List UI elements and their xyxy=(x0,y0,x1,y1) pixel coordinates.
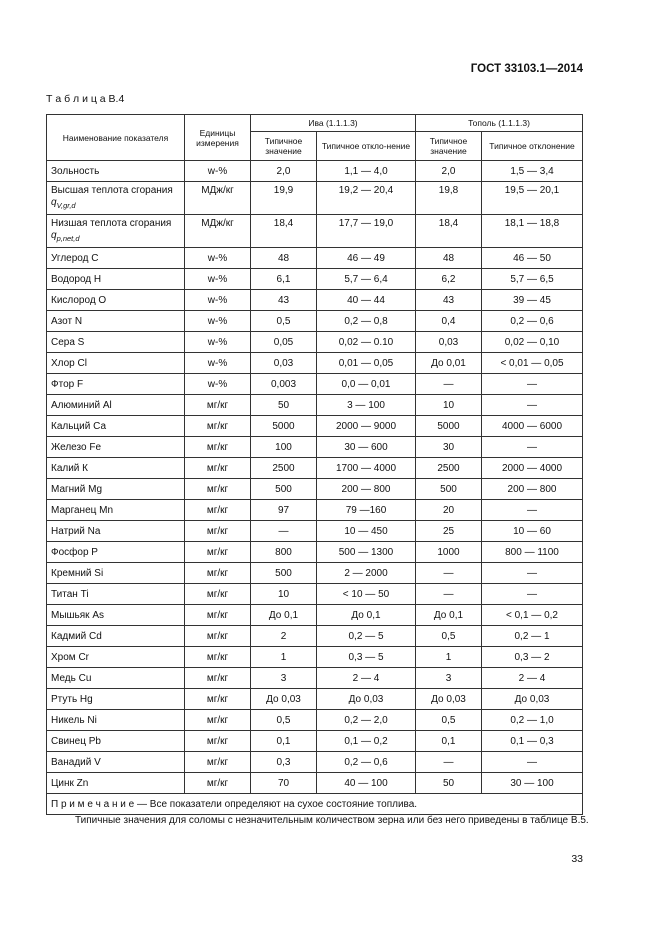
cell-name: Железо Fe xyxy=(47,437,185,458)
cell-willow-deviation: 19,2 — 20,4 xyxy=(317,182,416,215)
cell-poplar-typical: 0,5 xyxy=(416,626,482,647)
cell-poplar-deviation: 0,3 — 2 xyxy=(482,647,583,668)
cell-unit: w-% xyxy=(185,290,251,311)
cell-poplar-deviation: — xyxy=(482,563,583,584)
header-willow-typical: Типичное значение xyxy=(251,132,317,161)
table-row xyxy=(47,563,583,584)
cell-willow-deviation: 0,02 — 0.10 xyxy=(317,332,416,353)
cell-poplar-typical: 0,03 xyxy=(416,332,482,353)
cell-willow-typical: 0,1 xyxy=(251,731,317,752)
cell-name: Ртуть Hg xyxy=(47,689,185,710)
cell-willow-typical: 2,0 xyxy=(251,161,317,182)
cell-poplar-deviation: 0,1 — 0,3 xyxy=(482,731,583,752)
cell-willow-deviation: 0,2 — 2,0 xyxy=(317,710,416,731)
cell-willow-typical: До 0,1 xyxy=(251,605,317,626)
table-row xyxy=(47,182,583,215)
cell-willow-deviation: 17,7 — 19,0 xyxy=(317,215,416,248)
cell-name: Магний Mg xyxy=(47,479,185,500)
cell-name: Марганец Mn xyxy=(47,500,185,521)
cell-willow-deviation: 0,0 — 0,01 xyxy=(317,374,416,395)
cell-poplar-typical: — xyxy=(416,752,482,773)
table-row xyxy=(47,248,583,269)
table-row xyxy=(47,479,583,500)
cell-poplar-typical: 19,8 xyxy=(416,182,482,215)
cell-name: Кальций Са xyxy=(47,416,185,437)
cell-willow-deviation: 5,7 — 6,4 xyxy=(317,269,416,290)
cell-poplar-deviation: 200 — 800 xyxy=(482,479,583,500)
cell-poplar-deviation: 2 — 4 xyxy=(482,668,583,689)
cell-willow-typical: 1 xyxy=(251,647,317,668)
cell-name: Калий К xyxy=(47,458,185,479)
cell-poplar-deviation: 4000 — 6000 xyxy=(482,416,583,437)
symbol-subscript: V,gr,d xyxy=(56,200,76,210)
cell-willow-typical: 50 xyxy=(251,395,317,416)
cell-poplar-typical: 20 xyxy=(416,500,482,521)
cell-unit: мг/кг xyxy=(185,647,251,668)
cell-name: Никель Ni xyxy=(47,710,185,731)
table-row xyxy=(47,215,583,248)
table-row xyxy=(47,458,583,479)
table-caption: Т а б л и ц а В.4 xyxy=(46,93,125,105)
header-unit: Единицы измерения xyxy=(185,115,251,161)
cell-willow-deviation: 0,2 — 0,6 xyxy=(317,752,416,773)
cell-poplar-deviation: < 0,01 — 0,05 xyxy=(482,353,583,374)
cell-willow-deviation: 200 — 800 xyxy=(317,479,416,500)
cell-name: Сера S xyxy=(47,332,185,353)
cell-willow-typical: 43 xyxy=(251,290,317,311)
table-row xyxy=(47,752,583,773)
cell-willow-deviation: 0,2 — 5 xyxy=(317,626,416,647)
symbol-subscript: p,net,d xyxy=(56,233,80,243)
cell-unit: w-% xyxy=(185,161,251,182)
cell-name: Ванадий V xyxy=(47,752,185,773)
table-row xyxy=(47,542,583,563)
cell-willow-typical: 19,9 xyxy=(251,182,317,215)
cell-poplar-deviation: До 0,03 xyxy=(482,689,583,710)
cell-willow-deviation: 2 — 4 xyxy=(317,668,416,689)
table-row xyxy=(47,647,583,668)
cell-poplar-deviation: 0,2 — 1,0 xyxy=(482,710,583,731)
cell-poplar-typical: До 0,1 xyxy=(416,605,482,626)
cell-unit: w-% xyxy=(185,332,251,353)
cell-poplar-typical: 50 xyxy=(416,773,482,794)
table-row xyxy=(47,521,583,542)
cell-willow-deviation: < 10 — 50 xyxy=(317,584,416,605)
cell-poplar-deviation: 39 — 45 xyxy=(482,290,583,311)
cell-poplar-deviation: 5,7 — 6,5 xyxy=(482,269,583,290)
cell-willow-typical: 6,1 xyxy=(251,269,317,290)
cell-willow-deviation: 2 — 2000 xyxy=(317,563,416,584)
cell-name: Фтор F xyxy=(47,374,185,395)
table-row xyxy=(47,332,583,353)
cell-poplar-typical: 30 xyxy=(416,437,482,458)
table-row xyxy=(47,290,583,311)
cell-willow-deviation: 0,2 — 0,8 xyxy=(317,311,416,332)
cell-willow-typical: 0,5 xyxy=(251,710,317,731)
symbol-letter: q xyxy=(51,196,57,208)
table-row xyxy=(47,416,583,437)
cell-poplar-typical: — xyxy=(416,563,482,584)
cell-name: Алюминий Al xyxy=(47,395,185,416)
cell-unit: мг/кг xyxy=(185,752,251,773)
table-row xyxy=(47,269,583,290)
cell-name-text: Высшая теплота сгорания xyxy=(51,184,173,196)
cell-unit: w-% xyxy=(185,374,251,395)
cell-poplar-typical: 10 xyxy=(416,395,482,416)
cell-unit: мг/кг xyxy=(185,542,251,563)
cell-willow-typical: До 0,03 xyxy=(251,689,317,710)
cell-poplar-typical: 48 xyxy=(416,248,482,269)
cell-poplar-typical: 2,0 xyxy=(416,161,482,182)
table-row xyxy=(47,773,583,794)
cell-willow-typical: 0,5 xyxy=(251,311,317,332)
cell-poplar-deviation: — xyxy=(482,500,583,521)
cell-poplar-typical: 3 xyxy=(416,668,482,689)
cell-willow-deviation: 79 —160 xyxy=(317,500,416,521)
cell-name: Мышьяк As xyxy=(47,605,185,626)
cell-willow-deviation: 40 — 44 xyxy=(317,290,416,311)
cell-willow-typical: 2500 xyxy=(251,458,317,479)
cell-poplar-typical: 5000 xyxy=(416,416,482,437)
cell-willow-deviation: 1,1 — 4,0 xyxy=(317,161,416,182)
header-poplar-typical: Типичное значение xyxy=(416,132,482,161)
cell-willow-deviation: 500 — 1300 xyxy=(317,542,416,563)
cell-unit: мг/кг xyxy=(185,395,251,416)
cell-unit: мг/кг xyxy=(185,437,251,458)
cell-willow-deviation: До 0,03 xyxy=(317,689,416,710)
cell-willow-typical: — xyxy=(251,521,317,542)
cell-unit: мг/кг xyxy=(185,689,251,710)
cell-poplar-deviation: — xyxy=(482,374,583,395)
cell-symbol xyxy=(51,197,76,208)
cell-willow-deviation: 1700 — 4000 xyxy=(317,458,416,479)
cell-willow-deviation: 46 — 49 xyxy=(317,248,416,269)
table-row xyxy=(47,731,583,752)
cell-poplar-deviation: 30 — 100 xyxy=(482,773,583,794)
cell-poplar-typical: 0,4 xyxy=(416,311,482,332)
cell-poplar-typical: — xyxy=(416,584,482,605)
cell-poplar-deviation: 19,5 — 20,1 xyxy=(482,182,583,215)
cell-willow-deviation: До 0,1 xyxy=(317,605,416,626)
table-row xyxy=(47,710,583,731)
header-poplar: Тополь (1.1.1.3) xyxy=(416,115,583,132)
cell-unit: мг/кг xyxy=(185,521,251,542)
cell-unit: мг/кг xyxy=(185,479,251,500)
cell-willow-deviation: 30 — 600 xyxy=(317,437,416,458)
cell-poplar-deviation: — xyxy=(482,752,583,773)
cell-unit: мг/кг xyxy=(185,500,251,521)
table-row xyxy=(47,584,583,605)
cell-poplar-deviation: — xyxy=(482,395,583,416)
cell-poplar-typical: До 0,01 xyxy=(416,353,482,374)
cell-name: Медь Cu xyxy=(47,668,185,689)
cell-poplar-typical: 1 xyxy=(416,647,482,668)
cell-name xyxy=(47,215,185,248)
cell-unit: w-% xyxy=(185,269,251,290)
header-name: Наименование показателя xyxy=(47,115,185,161)
table-row xyxy=(47,437,583,458)
cell-poplar-deviation: — xyxy=(482,584,583,605)
cell-willow-typical: 10 xyxy=(251,584,317,605)
cell-name xyxy=(47,182,185,215)
cell-poplar-deviation: 18,1 — 18,8 xyxy=(482,215,583,248)
cell-name: Кремний Si xyxy=(47,563,185,584)
cell-poplar-typical: 0,5 xyxy=(416,710,482,731)
symbol-letter: q xyxy=(51,229,57,241)
cell-willow-typical: 18,4 xyxy=(251,215,317,248)
cell-willow-typical: 500 xyxy=(251,479,317,500)
header-willow: Ива (1.1.1.3) xyxy=(251,115,416,132)
cell-willow-deviation: 40 — 100 xyxy=(317,773,416,794)
cell-unit: мг/кг xyxy=(185,584,251,605)
cell-unit: мг/кг xyxy=(185,773,251,794)
cell-name: Кислород О xyxy=(47,290,185,311)
cell-name: Кадмий Cd xyxy=(47,626,185,647)
cell-poplar-deviation: 2000 — 4000 xyxy=(482,458,583,479)
cell-name: Хлор Cl xyxy=(47,353,185,374)
cell-willow-deviation: 0,3 — 5 xyxy=(317,647,416,668)
cell-unit: мг/кг xyxy=(185,458,251,479)
cell-poplar-deviation: < 0,1 — 0,2 xyxy=(482,605,583,626)
table-row xyxy=(47,395,583,416)
cell-unit: мг/кг xyxy=(185,416,251,437)
table-row xyxy=(47,668,583,689)
cell-willow-typical: 0,05 xyxy=(251,332,317,353)
table-row xyxy=(47,605,583,626)
cell-symbol xyxy=(51,230,80,241)
cell-willow-deviation: 3 — 100 xyxy=(317,395,416,416)
data-table xyxy=(46,114,583,815)
cell-name: Хром Cr xyxy=(47,647,185,668)
cell-poplar-typical: 1000 xyxy=(416,542,482,563)
cell-unit: МДж/кг xyxy=(185,215,251,248)
cell-unit: мг/кг xyxy=(185,668,251,689)
cell-willow-typical: 2 xyxy=(251,626,317,647)
cell-poplar-deviation: 1,5 — 3,4 xyxy=(482,161,583,182)
cell-poplar-deviation: 0,2 — 0,6 xyxy=(482,311,583,332)
cell-unit: мг/кг xyxy=(185,563,251,584)
cell-willow-typical: 97 xyxy=(251,500,317,521)
table-body xyxy=(47,161,583,794)
cell-poplar-typical: 6,2 xyxy=(416,269,482,290)
cell-willow-typical: 70 xyxy=(251,773,317,794)
cell-willow-deviation: 0,01 — 0,05 xyxy=(317,353,416,374)
cell-willow-deviation: 2000 — 9000 xyxy=(317,416,416,437)
cell-poplar-typical: До 0,03 xyxy=(416,689,482,710)
cell-willow-typical: 0,003 xyxy=(251,374,317,395)
following-paragraph: Типичные значения для соломы с незначительным количеством зерна или без него приведены в таблице В.5. xyxy=(75,815,589,826)
cell-unit: w-% xyxy=(185,353,251,374)
table-row xyxy=(47,689,583,710)
cell-poplar-typical: 43 xyxy=(416,290,482,311)
cell-poplar-deviation: 0,02 — 0,10 xyxy=(482,332,583,353)
table-row xyxy=(47,626,583,647)
cell-willow-typical: 0,03 xyxy=(251,353,317,374)
cell-poplar-deviation: 0,2 — 1 xyxy=(482,626,583,647)
cell-name: Цинк Zn xyxy=(47,773,185,794)
cell-poplar-deviation: — xyxy=(482,437,583,458)
cell-name: Углерод С xyxy=(47,248,185,269)
cell-name: Свинец Pb xyxy=(47,731,185,752)
cell-unit: МДж/кг xyxy=(185,182,251,215)
cell-willow-typical: 800 xyxy=(251,542,317,563)
table-row xyxy=(47,374,583,395)
cell-name: Зольность xyxy=(47,161,185,182)
cell-unit: мг/кг xyxy=(185,605,251,626)
header-willow-deviation: Типичное откло-нение xyxy=(317,132,416,161)
cell-unit: мг/кг xyxy=(185,710,251,731)
cell-poplar-typical: 25 xyxy=(416,521,482,542)
header-poplar-deviation: Типичное отклонение xyxy=(482,132,583,161)
cell-poplar-typical: 18,4 xyxy=(416,215,482,248)
cell-unit: w-% xyxy=(185,311,251,332)
cell-poplar-typical: — xyxy=(416,374,482,395)
cell-willow-deviation: 0,1 — 0,2 xyxy=(317,731,416,752)
table-row xyxy=(47,161,583,182)
cell-willow-typical: 0,3 xyxy=(251,752,317,773)
standard-number: ГОСТ 33103.1—2014 xyxy=(470,63,583,75)
cell-name: Натрий Na xyxy=(47,521,185,542)
cell-name: Титан Ti xyxy=(47,584,185,605)
cell-willow-deviation: 10 — 450 xyxy=(317,521,416,542)
cell-unit: w-% xyxy=(185,248,251,269)
cell-name: Азот N xyxy=(47,311,185,332)
cell-willow-typical: 48 xyxy=(251,248,317,269)
cell-willow-typical: 500 xyxy=(251,563,317,584)
cell-poplar-deviation: 46 — 50 xyxy=(482,248,583,269)
cell-willow-typical: 5000 xyxy=(251,416,317,437)
cell-poplar-deviation: 800 — 1100 xyxy=(482,542,583,563)
table-row xyxy=(47,311,583,332)
cell-poplar-typical: 500 xyxy=(416,479,482,500)
table-row xyxy=(47,500,583,521)
table-note: П р и м е ч а н и е — Все показатели определяют на сухое состояние топлива. xyxy=(47,794,583,815)
cell-poplar-deviation: 10 — 60 xyxy=(482,521,583,542)
cell-unit: мг/кг xyxy=(185,626,251,647)
cell-willow-typical: 100 xyxy=(251,437,317,458)
cell-willow-typical: 3 xyxy=(251,668,317,689)
cell-name: Фосфор Р xyxy=(47,542,185,563)
cell-poplar-typical: 0,1 xyxy=(416,731,482,752)
cell-poplar-typical: 2500 xyxy=(416,458,482,479)
cell-name-text: Низшая теплота сгорания xyxy=(51,217,172,229)
table-row xyxy=(47,353,583,374)
cell-name: Водород Н xyxy=(47,269,185,290)
page-number: 33 xyxy=(571,853,583,865)
cell-unit: мг/кг xyxy=(185,731,251,752)
